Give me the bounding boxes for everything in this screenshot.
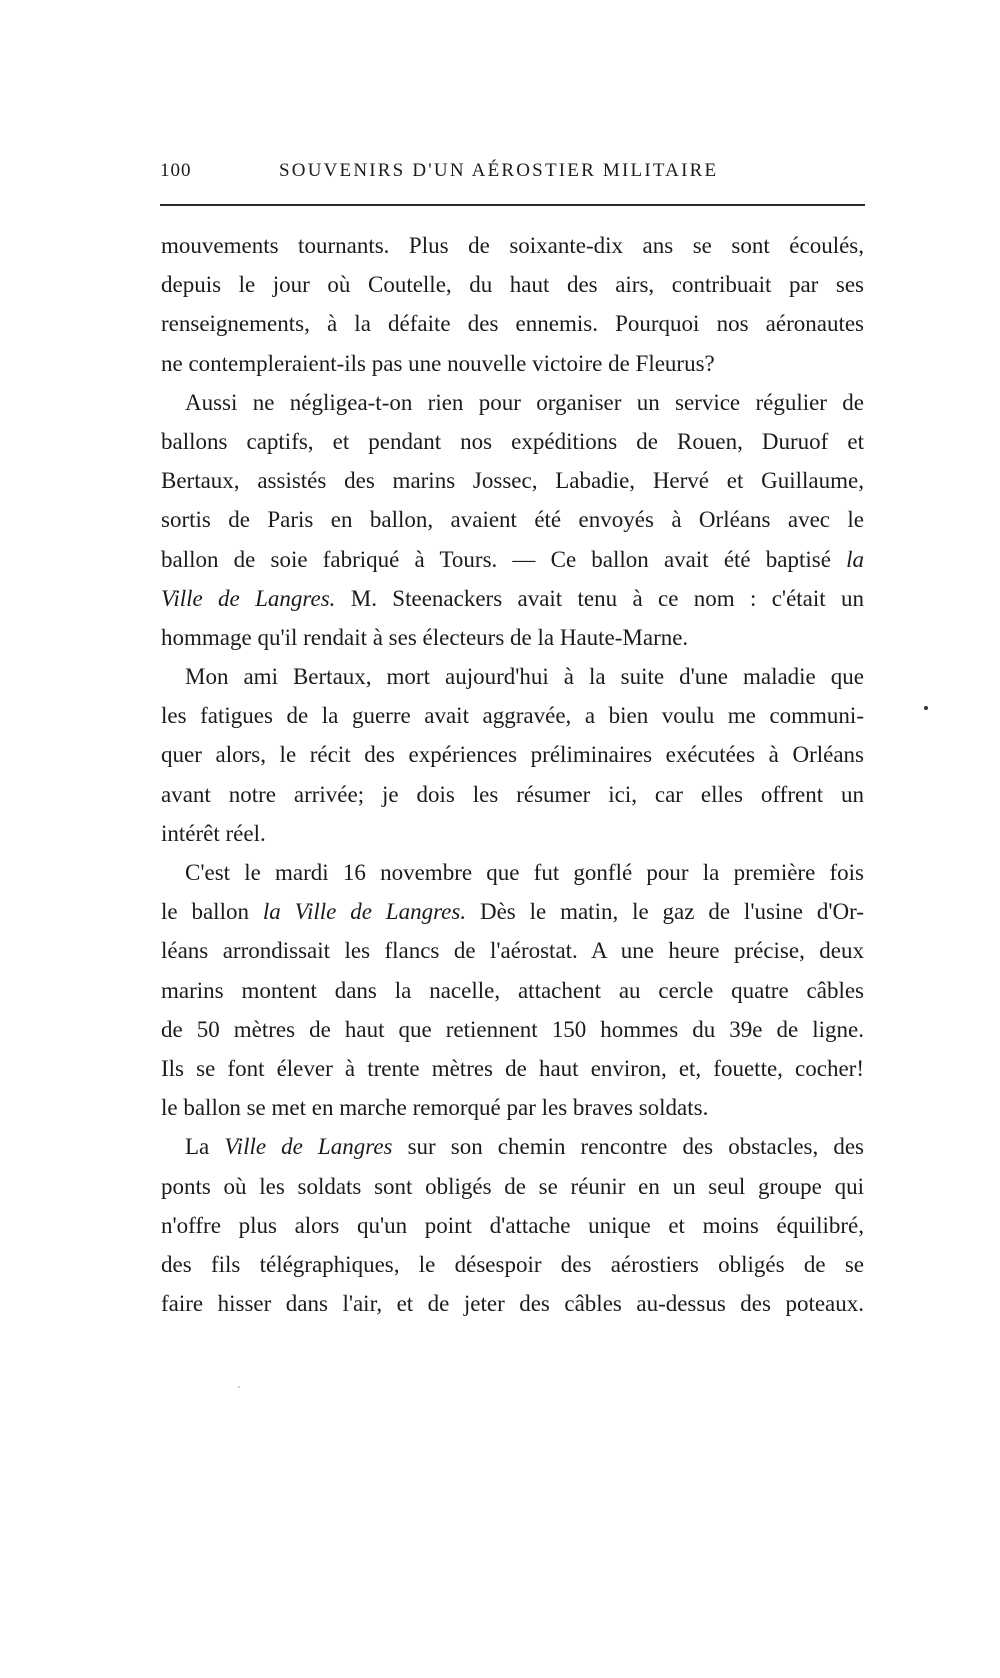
text-line: depuis le jour où Coutelle, du haut des airs, contribuait par ses <box>161 272 864 298</box>
paper-speck <box>238 1386 240 1388</box>
text-line: hommage qu'il rendait à ses électeurs de la Haute-Marne. <box>161 624 689 650</box>
text-line: mouvements tournants. Plus de soixante-dix ans se sont écoulés, <box>161 233 864 258</box>
running-title: SOUVENIRS D'UN AÉROSTIER MILITAIRE <box>279 160 719 181</box>
text-line: Bertaux, assistés des marins Jossec, Labadie, Hervé et Guillaume, <box>161 468 864 494</box>
text-line <box>161 892 864 931</box>
text-line: faire hisser dans l'air, et de jeter des câbles au-dessus des poteaux. <box>161 1291 864 1317</box>
text-line: renseignements, à la défaite des ennemis. Pourquoi nos aéronautes <box>161 311 864 337</box>
header-rule <box>160 204 865 206</box>
text-line: quer alors, le récit des expériences préliminaires exécutées à Orléans <box>161 742 864 768</box>
text-line: ballons captifs, et pendant nos expéditions de Rouen, Duruof et <box>161 428 864 454</box>
text-line: avant notre arrivée; je dois les résumer ici, car elles offrent un <box>161 781 864 807</box>
text-segment: Dès le matin, le gaz de l'usine d'Or- <box>479 899 864 925</box>
text-line: sortis de Paris en ballon, avaient été envoyés à Orléans avec le <box>161 507 864 533</box>
page-number: 100 <box>160 160 192 181</box>
italic-title: la <box>846 546 864 572</box>
italic-title: Ville de Langres <box>224 1134 393 1160</box>
text-line: des fils télégraphiques, le désespoir des aérostiers obligés de se <box>161 1251 864 1277</box>
text-line <box>161 579 864 618</box>
text-line: intérêt réel. <box>161 820 266 846</box>
text-line: les fatigues de la guerre avait aggravée, a bien voulu me communi- <box>161 703 864 729</box>
text-line: Mon ami Bertaux, mort aujourd'hui à la suite d'une maladie que <box>185 664 864 690</box>
text-line <box>161 1127 864 1166</box>
text-segment: sur son chemin rencontre des obstacles, des <box>407 1134 864 1160</box>
body-text <box>161 226 864 1323</box>
text-line: n'offre plus alors qu'un point d'attache unique et moins équilibré, <box>161 1212 864 1238</box>
margin-mark <box>924 706 928 710</box>
italic-title: la Ville de Langres. <box>262 899 467 925</box>
text-line: Aussi ne négligea-t-on rien pour organiser un service régulier de <box>185 389 864 415</box>
text-segment: M. Steenackers avait tenu à ce nom : c'était un <box>350 585 864 611</box>
text-line: le ballon se met en marche remorqué par les braves soldats. <box>161 1095 709 1121</box>
text-line: marins montent dans la nacelle, attachent au cercle quatre câbles <box>161 977 864 1003</box>
text-line: ne contempleraient-ils pas une nouvelle victoire de Fleurus? <box>161 350 715 376</box>
running-head <box>160 160 865 190</box>
text-line <box>161 540 864 579</box>
text-segment: ballon de soie fabriqué à Tours. — Ce ballon avait été baptisé <box>161 546 831 572</box>
text-segment: La <box>185 1134 210 1160</box>
text-segment: le ballon <box>161 899 249 925</box>
text-line: ponts où les soldats sont obligés de se réunir en un seul groupe qui <box>161 1173 864 1199</box>
text-line: léans arrondissait les flancs de l'aérostat. A une heure précise, deux <box>161 938 864 964</box>
text-line: C'est le mardi 16 novembre que fut gonflé pour la première fois <box>185 860 864 885</box>
text-line: Ils se font élever à trente mètres de haut environ, et, fouette, cocher! <box>161 1055 864 1081</box>
text-line: de 50 mètres de haut que retiennent 150 hommes du 39e de ligne. <box>161 1016 864 1042</box>
italic-title: Ville de Langres. <box>161 585 336 611</box>
